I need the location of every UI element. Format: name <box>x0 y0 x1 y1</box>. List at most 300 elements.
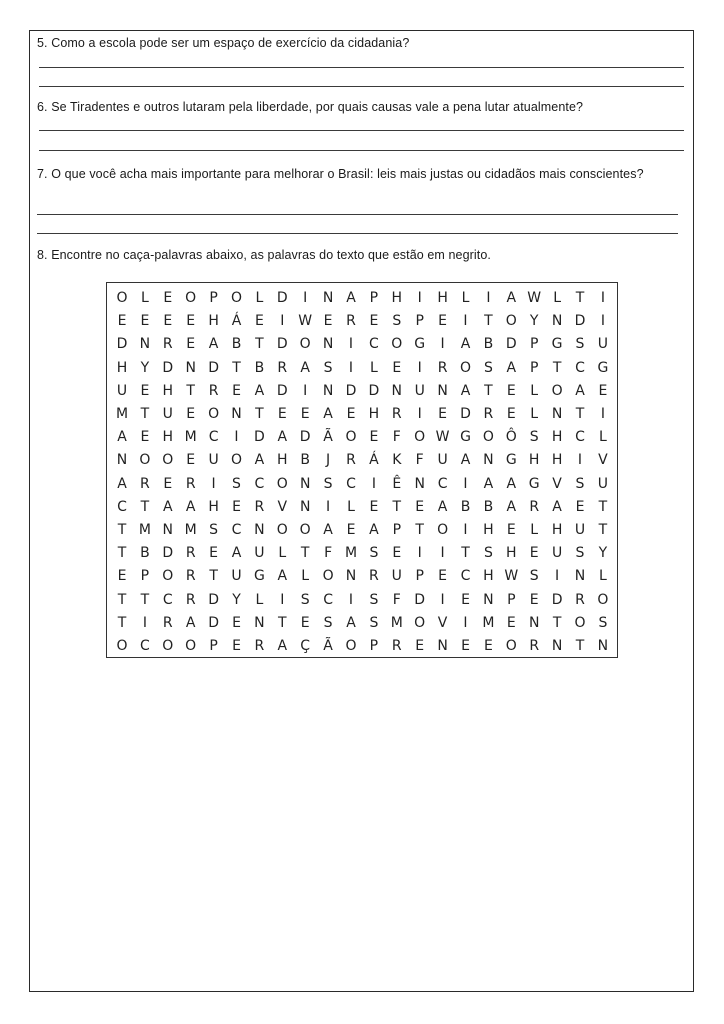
word-search-letter[interactable]: V <box>598 452 608 469</box>
word-search-letter[interactable]: R <box>185 568 196 585</box>
word-search-letter[interactable]: M <box>115 406 129 422</box>
word-search-letter[interactable]: E <box>232 382 241 399</box>
word-search-letter[interactable]: A <box>346 290 356 306</box>
word-search-letter[interactable]: L <box>553 290 561 306</box>
word-search-letter[interactable]: R <box>162 336 173 353</box>
word-search-letter[interactable]: D <box>208 614 219 631</box>
answer-line[interactable] <box>39 67 684 68</box>
word-search-letter[interactable]: N <box>483 452 494 469</box>
word-search-letter[interactable]: R <box>391 406 402 422</box>
word-search-letter[interactable]: E <box>232 638 241 654</box>
word-search-letter[interactable]: C <box>162 591 173 608</box>
word-search-letter[interactable]: E <box>209 545 219 562</box>
word-search-letter[interactable]: C <box>323 591 333 608</box>
word-search-letter[interactable]: H <box>483 522 494 538</box>
word-search-letter[interactable]: V <box>277 498 288 515</box>
word-search-letter[interactable]: T <box>484 382 493 399</box>
word-search-letter[interactable]: H <box>277 452 288 469</box>
word-search-letter[interactable]: H <box>162 382 174 399</box>
word-search-letter[interactable]: E <box>117 313 127 330</box>
word-search-letter[interactable]: A <box>185 614 196 631</box>
word-search-letter[interactable]: A <box>163 498 173 515</box>
word-search-letter[interactable]: I <box>142 614 147 631</box>
word-search-letter[interactable]: E <box>323 313 333 330</box>
word-search-letter[interactable]: M <box>138 522 151 538</box>
word-search-letter[interactable]: S <box>392 313 402 330</box>
word-search-letter[interactable]: E <box>186 406 196 422</box>
word-search-letter[interactable]: M <box>390 614 403 631</box>
word-search-letter[interactable]: U <box>162 406 173 422</box>
word-search-letter[interactable]: I <box>417 406 422 422</box>
word-search-letter[interactable]: T <box>117 545 127 562</box>
word-search-letter[interactable]: N <box>322 382 334 399</box>
word-search-letter[interactable]: E <box>346 522 356 538</box>
word-search-letter[interactable]: D <box>414 591 426 608</box>
word-search-letter[interactable]: F <box>392 429 401 446</box>
word-search-letter[interactable]: R <box>369 568 379 585</box>
word-search-letter[interactable]: L <box>598 429 607 446</box>
word-search-letter[interactable]: U <box>116 382 128 399</box>
word-search-letter[interactable]: E <box>483 638 493 654</box>
word-search-letter[interactable]: E <box>186 336 196 353</box>
word-search-letter[interactable]: T <box>392 498 402 515</box>
word-search-letter[interactable]: S <box>323 359 333 376</box>
word-search-letter[interactable]: Y <box>529 313 539 330</box>
word-search-letter[interactable]: R <box>185 591 196 608</box>
word-search-letter[interactable]: I <box>486 290 491 306</box>
word-search-letter[interactable]: E <box>163 475 173 492</box>
word-search-letter[interactable]: T <box>140 498 150 515</box>
word-search-letter[interactable]: D <box>162 359 174 376</box>
word-search-letter[interactable]: T <box>552 359 562 376</box>
word-search-letter[interactable]: E <box>598 382 608 399</box>
word-search-letter[interactable]: P <box>209 290 218 306</box>
word-search-letter[interactable]: S <box>529 568 539 585</box>
word-search-letter[interactable]: D <box>116 336 128 353</box>
word-search-letter[interactable]: I <box>303 382 308 399</box>
word-search-letter[interactable]: S <box>300 591 310 608</box>
word-search-letter[interactable]: E <box>277 406 287 422</box>
word-search-letter[interactable]: S <box>483 359 493 376</box>
word-search-letter[interactable]: C <box>437 475 448 492</box>
word-search-letter[interactable]: T <box>575 638 585 654</box>
word-search-letter[interactable]: G <box>597 359 609 376</box>
word-search-letter[interactable]: B <box>483 498 494 515</box>
word-search-letter[interactable]: G <box>551 336 563 353</box>
word-search-letter[interactable]: D <box>208 359 219 376</box>
word-search-letter[interactable]: S <box>575 475 585 492</box>
word-search-letter[interactable]: A <box>231 545 242 562</box>
word-search-letter[interactable]: R <box>277 359 288 376</box>
word-search-letter[interactable]: W <box>435 429 450 446</box>
word-search-letter[interactable]: N <box>162 522 174 538</box>
word-search-letter[interactable]: L <box>301 568 310 585</box>
word-search-letter[interactable]: B <box>140 545 150 562</box>
word-search-letter[interactable]: H <box>208 498 219 515</box>
word-search-letter[interactable]: O <box>597 591 609 608</box>
word-search-letter[interactable]: B <box>254 359 265 376</box>
word-search-letter[interactable]: C <box>575 359 585 376</box>
word-search-letter[interactable]: H <box>506 545 517 562</box>
word-search-letter[interactable]: A <box>323 522 333 538</box>
word-search-letter[interactable]: H <box>208 313 219 330</box>
word-search-letter[interactable]: T <box>300 545 310 562</box>
word-search-letter[interactable]: O <box>299 522 311 538</box>
word-search-letter[interactable]: H <box>551 452 563 469</box>
word-search-letter[interactable]: H <box>391 290 403 306</box>
word-search-letter[interactable]: H <box>116 359 128 376</box>
word-search-letter[interactable]: F <box>324 545 333 562</box>
word-search-letter[interactable]: P <box>369 638 379 654</box>
word-search-letter[interactable]: E <box>392 359 402 376</box>
word-search-letter[interactable]: N <box>322 290 334 306</box>
word-search-letter[interactable]: T <box>209 568 218 585</box>
word-search-letter[interactable]: U <box>597 475 609 492</box>
word-search-letter[interactable]: I <box>463 522 468 538</box>
word-search-letter[interactable]: M <box>184 522 197 538</box>
word-search-letter[interactable]: O <box>551 382 563 399</box>
word-search-letter[interactable]: R <box>185 545 196 562</box>
word-search-letter[interactable]: A <box>506 359 517 376</box>
word-search-letter[interactable]: R <box>254 638 265 654</box>
word-search-letter[interactable]: P <box>209 638 218 654</box>
word-search-letter[interactable]: E <box>415 638 425 654</box>
word-search-letter[interactable]: P <box>392 522 402 538</box>
word-search-letter[interactable]: T <box>117 522 127 538</box>
word-search-letter[interactable]: I <box>326 498 331 515</box>
answer-line[interactable] <box>39 130 684 131</box>
word-search-letter[interactable]: E <box>438 568 448 585</box>
word-search-letter[interactable]: H <box>528 452 540 469</box>
word-search-letter[interactable]: O <box>414 429 426 446</box>
word-search-letter[interactable]: O <box>116 290 128 306</box>
word-search-letter[interactable]: E <box>438 313 448 330</box>
word-search-letter[interactable]: L <box>461 290 470 306</box>
word-search-letter[interactable]: W <box>298 313 313 330</box>
word-search-letter[interactable]: A <box>254 382 265 399</box>
word-search-letter[interactable]: I <box>555 568 560 585</box>
word-search-letter[interactable]: O <box>276 475 288 492</box>
word-search-letter[interactable]: I <box>600 313 605 330</box>
word-search-letter[interactable]: Y <box>140 359 150 376</box>
word-search-letter[interactable]: E <box>186 452 196 469</box>
word-search-letter[interactable]: E <box>369 429 379 446</box>
word-search-letter[interactable]: T <box>117 591 127 608</box>
word-search-letter[interactable]: O <box>185 290 197 306</box>
word-search-letter[interactable]: R <box>254 498 265 515</box>
word-search-letter[interactable]: I <box>417 359 422 376</box>
word-search-letter[interactable]: N <box>254 614 265 631</box>
word-search-letter[interactable]: L <box>369 359 378 376</box>
word-search-letter[interactable]: S <box>598 614 608 631</box>
word-search-letter[interactable]: E <box>163 290 173 306</box>
word-search-letter[interactable]: O <box>391 336 403 353</box>
word-search-letter[interactable]: N <box>551 313 563 330</box>
word-search-letter[interactable]: E <box>461 638 470 654</box>
word-search-letter[interactable]: O <box>459 359 472 376</box>
word-search-letter[interactable]: T <box>186 382 195 399</box>
word-search-letter[interactable]: A <box>437 498 448 515</box>
word-search-letter[interactable]: T <box>461 545 470 562</box>
word-search-letter[interactable]: A <box>254 452 265 469</box>
word-search-letter[interactable]: S <box>369 614 379 631</box>
word-search-letter[interactable]: I <box>440 591 445 608</box>
word-search-letter[interactable]: D <box>460 406 471 422</box>
word-search-letter[interactable]: Ç <box>300 638 311 654</box>
word-search-letter[interactable]: D <box>208 591 219 608</box>
word-search-letter[interactable]: Ô <box>505 429 517 446</box>
word-search-letter[interactable]: N <box>483 591 494 608</box>
word-search-letter[interactable]: U <box>254 545 265 562</box>
word-search-letter[interactable]: C <box>346 475 356 492</box>
word-search-letter[interactable]: C <box>117 498 127 515</box>
word-search-letter[interactable]: B <box>231 336 242 353</box>
word-search-letter[interactable]: N <box>254 522 265 538</box>
word-search-letter[interactable]: B <box>460 498 471 515</box>
word-search-letter[interactable]: E <box>506 382 516 399</box>
answer-line[interactable] <box>39 86 684 87</box>
word-search-letter[interactable]: S <box>232 475 241 492</box>
word-search-letter[interactable]: E <box>506 522 516 538</box>
word-search-letter[interactable]: C <box>369 336 379 353</box>
word-search-letter[interactable]: E <box>529 545 539 562</box>
word-search-letter[interactable]: U <box>208 452 219 469</box>
word-search-letter[interactable]: Y <box>232 591 241 608</box>
word-search-letter[interactable]: E <box>369 313 379 330</box>
word-search-letter[interactable]: W <box>504 568 519 585</box>
word-search-letter[interactable]: R <box>529 498 540 515</box>
word-search-letter[interactable]: N <box>574 568 586 585</box>
answer-line[interactable] <box>39 150 684 151</box>
word-search-letter[interactable]: F <box>415 452 424 469</box>
word-search-letter[interactable]: F <box>392 591 401 608</box>
word-search-letter[interactable]: A <box>460 382 471 399</box>
word-search-letter[interactable]: G <box>528 475 540 492</box>
word-search-letter[interactable]: L <box>598 568 607 585</box>
word-search-letter[interactable]: I <box>348 359 354 376</box>
word-search-letter[interactable]: O <box>162 638 174 654</box>
word-search-letter[interactable]: L <box>140 290 149 306</box>
word-search-letter[interactable]: U <box>551 545 563 562</box>
word-search-letter[interactable]: S <box>575 336 585 353</box>
word-search-letter[interactable]: O <box>505 313 517 330</box>
word-search-letter[interactable]: D <box>276 290 288 306</box>
word-search-letter[interactable]: D <box>276 336 288 353</box>
word-search-letter[interactable]: P <box>415 313 424 330</box>
word-search-letter[interactable]: N <box>528 614 540 631</box>
word-search-letter[interactable]: L <box>255 591 264 608</box>
word-search-letter[interactable]: O <box>345 638 357 654</box>
word-search-letter[interactable]: I <box>463 614 468 631</box>
word-search-letter[interactable]: H <box>551 429 563 446</box>
word-search-letter[interactable]: G <box>505 452 517 469</box>
word-search-letter[interactable]: U <box>414 382 425 399</box>
word-search-letter[interactable]: I <box>211 475 216 492</box>
word-search-letter[interactable]: A <box>277 429 288 446</box>
word-search-letter[interactable]: T <box>117 614 127 631</box>
word-search-letter[interactable]: O <box>414 614 426 631</box>
word-search-letter[interactable]: N <box>345 568 357 585</box>
word-search-letter[interactable]: O <box>230 452 243 469</box>
word-search-letter[interactable]: C <box>208 429 219 446</box>
word-search-letter[interactable]: I <box>440 336 445 353</box>
word-search-letter[interactable]: I <box>463 313 468 330</box>
word-search-letter[interactable]: R <box>346 452 356 469</box>
word-search-letter[interactable]: N <box>437 382 448 399</box>
word-search-letter[interactable]: Ê <box>392 475 402 492</box>
word-search-letter[interactable]: I <box>600 290 605 306</box>
word-search-letter[interactable]: I <box>348 591 354 608</box>
word-search-letter[interactable]: T <box>232 359 241 376</box>
word-search-letter[interactable]: R <box>162 614 173 631</box>
word-search-letter[interactable]: E <box>163 313 173 330</box>
word-search-letter[interactable]: N <box>414 475 425 492</box>
word-search-letter[interactable]: I <box>371 475 376 492</box>
word-search-letter[interactable]: I <box>280 313 285 330</box>
word-search-letter[interactable]: N <box>116 452 128 469</box>
word-search-letter[interactable]: A <box>277 568 288 585</box>
word-search-letter[interactable]: L <box>530 406 539 422</box>
word-search-letter[interactable]: T <box>255 336 264 353</box>
word-search-letter[interactable]: I <box>280 591 285 608</box>
word-search-letter[interactable]: I <box>463 475 468 492</box>
word-search-letter[interactable]: E <box>506 406 516 422</box>
word-search-letter[interactable]: A <box>506 498 517 515</box>
word-search-letter[interactable]: B <box>300 452 310 469</box>
word-search-letter[interactable]: M <box>344 545 358 562</box>
word-search-letter[interactable]: V <box>552 475 562 492</box>
word-search-letter[interactable]: E <box>438 406 448 422</box>
word-search-letter[interactable]: W <box>527 290 542 306</box>
word-search-letter[interactable]: S <box>529 429 539 446</box>
word-search-letter[interactable]: R <box>208 382 219 399</box>
word-search-letter[interactable]: A <box>552 498 562 515</box>
word-search-letter[interactable]: N <box>437 638 448 654</box>
word-search-letter[interactable]: O <box>162 452 174 469</box>
word-search-letter[interactable]: H <box>551 522 563 538</box>
word-search-letter[interactable]: H <box>437 290 448 306</box>
word-search-letter[interactable]: I <box>577 452 583 469</box>
word-search-letter[interactable]: T <box>575 406 585 422</box>
word-search-letter[interactable]: U <box>437 452 448 469</box>
word-search-letter[interactable]: D <box>505 336 517 353</box>
answer-line[interactable] <box>37 214 678 215</box>
word-search-letter[interactable]: C <box>231 522 242 538</box>
word-search-letter[interactable]: E <box>506 614 516 631</box>
word-search-letter[interactable]: O <box>208 406 220 422</box>
word-search-letter[interactable]: U <box>231 568 242 585</box>
word-search-letter[interactable]: T <box>415 522 424 538</box>
word-search-letter[interactable]: A <box>117 429 127 446</box>
word-search-letter[interactable]: C <box>140 638 150 654</box>
word-search-letter[interactable]: D <box>574 313 586 330</box>
word-search-letter[interactable]: L <box>347 498 355 515</box>
word-search-letter[interactable]: E <box>575 498 585 515</box>
word-search-letter[interactable]: G <box>460 429 471 446</box>
word-search-letter[interactable]: E <box>232 614 241 631</box>
word-search-letter[interactable]: H <box>162 429 174 446</box>
word-search-letter[interactable]: A <box>185 498 196 515</box>
word-search-letter[interactable]: N <box>551 638 563 654</box>
word-search-letter[interactable]: G <box>253 568 265 585</box>
word-search-letter[interactable]: U <box>597 336 609 353</box>
word-search-letter[interactable]: G <box>414 336 426 353</box>
word-search-letter[interactable]: O <box>345 429 357 446</box>
word-search-letter[interactable]: P <box>415 568 424 585</box>
word-search-letter[interactable]: Y <box>598 545 608 562</box>
word-search-letter[interactable]: N <box>299 498 311 515</box>
word-search-letter[interactable]: A <box>323 406 333 422</box>
word-search-letter[interactable]: L <box>530 382 539 399</box>
word-search-letter[interactable]: I <box>234 429 239 446</box>
word-search-letter[interactable]: L <box>278 545 287 562</box>
word-search-letter[interactable]: O <box>574 614 586 631</box>
word-search-letter[interactable]: U <box>574 522 586 538</box>
word-search-letter[interactable]: E <box>117 568 127 585</box>
word-search-letter[interactable]: R <box>140 475 150 492</box>
word-search-letter[interactable]: E <box>415 498 425 515</box>
word-search-letter[interactable]: D <box>551 591 563 608</box>
word-search-letter[interactable]: S <box>483 545 493 562</box>
word-search-letter[interactable]: Ã <box>323 638 333 654</box>
word-search-letter[interactable]: R <box>346 313 356 330</box>
word-search-letter[interactable]: P <box>369 290 379 306</box>
word-search-letter[interactable]: O <box>505 638 517 654</box>
word-search-letter[interactable]: O <box>162 568 174 585</box>
word-search-letter[interactable]: N <box>231 406 242 422</box>
word-search-letter[interactable]: M <box>184 429 197 446</box>
word-search-letter[interactable]: E <box>140 382 150 399</box>
word-search-letter[interactable]: A <box>369 522 379 538</box>
word-search-letter[interactable]: D <box>162 545 174 562</box>
word-search-letter[interactable]: E <box>186 313 196 330</box>
word-search-letter[interactable]: A <box>460 452 471 469</box>
word-search-letter[interactable]: I <box>417 545 422 562</box>
word-search-letter[interactable]: D <box>276 382 288 399</box>
word-search-letter[interactable]: O <box>482 429 494 446</box>
word-search-letter[interactable]: R <box>391 638 402 654</box>
word-search-letter[interactable]: O <box>276 522 288 538</box>
word-search-letter[interactable]: T <box>575 290 585 306</box>
word-search-letter[interactable]: N <box>597 638 609 654</box>
word-search-letter[interactable]: E <box>529 591 539 608</box>
word-search-letter[interactable]: H <box>368 406 380 422</box>
word-search-letter[interactable]: C <box>575 429 585 446</box>
word-search-letter[interactable]: E <box>300 406 310 422</box>
word-search-letter[interactable]: E <box>140 313 150 330</box>
word-search-letter[interactable]: K <box>392 452 402 469</box>
word-search-letter[interactable]: O <box>116 638 128 654</box>
word-search-letter[interactable]: A <box>117 475 127 492</box>
word-search-letter[interactable]: S <box>575 545 585 562</box>
word-search-letter[interactable]: A <box>208 336 219 353</box>
word-search-letter[interactable]: R <box>483 406 494 422</box>
word-search-letter[interactable]: E <box>369 498 379 515</box>
word-search-letter[interactable]: S <box>369 545 379 562</box>
word-search-letter[interactable]: O <box>139 452 151 469</box>
word-search-letter[interactable]: A <box>460 336 471 353</box>
word-search-letter[interactable]: R <box>185 475 196 492</box>
word-search-letter[interactable]: L <box>255 290 264 306</box>
answer-line[interactable] <box>37 233 678 234</box>
word-search-letter[interactable]: T <box>278 614 287 631</box>
word-search-letter[interactable]: D <box>254 429 265 446</box>
word-search-letter[interactable]: H <box>483 568 494 585</box>
word-search-letter[interactable]: N <box>185 359 196 376</box>
word-search-letter[interactable]: I <box>417 290 422 306</box>
word-search-letter[interactable]: O <box>322 568 334 585</box>
word-search-letter[interactable]: S <box>369 591 379 608</box>
